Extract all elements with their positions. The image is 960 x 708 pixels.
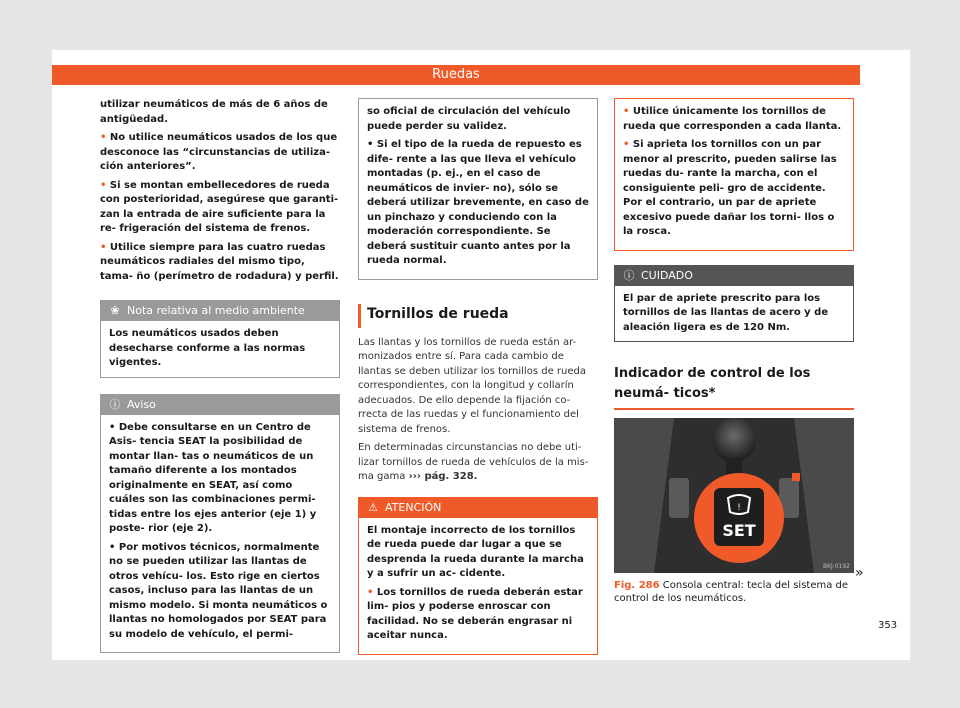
- paragraph: En determinadas circunstancias no debe uti- lizar tornillos de rueda de vehículos de la mis- ma gama ››› pág. 328.: [358, 442, 589, 482]
- atencion-text: El montaje incorrecto de los tornillos de rueda puede dar lugar a que se desprenda la rueda durante la marcha y a sufrir un ac- cidente.: [367, 524, 584, 579]
- list-item: • Utilice únicamente los tornillos de rueda que corresponden a cada llanta.: [623, 106, 842, 132]
- svg-text:!: !: [737, 503, 741, 513]
- exclamation-circle-icon: ⓘ: [623, 268, 635, 282]
- page-reference-link[interactable]: ››› pág. 328.: [408, 471, 478, 482]
- gear-knob: [712, 418, 756, 462]
- atencion-title: ATENCIÓN: [385, 500, 442, 514]
- info-icon: ⓘ: [109, 397, 121, 411]
- section-title: Tornillos de rueda: [358, 304, 598, 328]
- flower-icon: ❀: [110, 304, 120, 317]
- continue-marker: »: [855, 565, 864, 581]
- section-title: Indicador de control de los neumá- ticos*: [614, 364, 854, 410]
- set-label: SET: [722, 521, 756, 540]
- list-item: • Si se montan embellecedores de rueda con posterioridad, asegúrese que garanti- zan la entrada de aire suficiente para la re- frigeración del sistema de frenos.: [100, 179, 339, 234]
- continued-warning: [614, 98, 854, 251]
- paragraph: Las llantas y los tornillos de rueda están ar- monizados entre sí. Para cada cambio de llantas se deben utilizar los tornillos de rueda correspondientes, con la longitud y collarín adecuados. De ello depende la fijación co- rrecta de las ruedas y el funcionamiento del sistema de frenos.: [358, 336, 586, 435]
- environment-note: [100, 300, 340, 378]
- figure-number: Fig. 286: [614, 580, 660, 591]
- caption-text: Consola central: tecla del sistema de control de los neumáticos.: [614, 580, 849, 604]
- list-item: • No utilice neumáticos usados de los que desconoce las “circunstancias de utiliza- ción anteriores”.: [100, 132, 338, 172]
- aviso-note: [100, 394, 340, 654]
- cuidado-note: [614, 265, 854, 343]
- column-3: [614, 98, 854, 605]
- warning-triangle-icon: ⚠: [368, 500, 378, 514]
- figure-code: BKJ-0192: [822, 563, 850, 570]
- list-item: • Los tornillos de rueda deberán estar lim- pios y poderse enroscar con facilidad. No se deberán engrasar ni aceitar nunca.: [367, 586, 583, 641]
- environment-note-title: Nota relativa al medio ambiente: [127, 304, 305, 317]
- atencion-warning: [358, 497, 598, 655]
- figure-image: [614, 418, 854, 573]
- column-2: [358, 98, 598, 655]
- environment-note-text: Los neumáticos usados deben desecharse conforme a las normas vigentes.: [109, 328, 306, 368]
- cuidado-title: CUIDADO: [641, 268, 693, 282]
- list-item: • Si aprieta los tornillos con un par menor al prescrito, pueden salirse las ruedas du- rante la marcha, con el consiguiente peli- gro de accidente. Por el contrario, un par de apriete excesivo puede dañar los torni- llos o la rosca.: [623, 139, 837, 237]
- cuidado-text: El par de apriete prescrito para los tornillos de las llantas de acero y de aleación ligera es de 120 Nm.: [623, 292, 829, 333]
- page-number: 353: [878, 620, 898, 631]
- continued-text: so oficial de circulación del vehículo puede perder su validez.: [367, 106, 571, 132]
- list-item: • Si el tipo de la rueda de repuesto es dife- rente a las que lleva el vehículo montadas (p. ej., en el caso de neumáticos de invier- no), sólo se deberá utilizar brevemente, en caso de un pinchazo y conduciendo con la moderación correspondiente. Se deberá sustituir cuanto antes por la rueda normal.: [367, 139, 589, 266]
- list-item: • Por motivos técnicos, normalmente no se pueden utilizar las llantas de otros vehícu- los. Esto rige en ciertos casos, incluso para las llantas de un mismo modelo. Si monta neumáticos o llantas no homologados por SEAT para su modelo de vehículo, el permi-: [109, 541, 328, 640]
- page-header: Ruedas: [52, 65, 860, 85]
- figure-caption: [614, 579, 854, 605]
- continued-warning: [358, 98, 598, 280]
- console-switch: [669, 478, 689, 518]
- aviso-title: Aviso: [127, 397, 156, 411]
- list-item: • Debe consultarse en un Centro de Asis- tencia SEAT la posibilidad de montar llan- tas o neumáticos de un tamaño diferente a los montados originalmente en SEAT, así como cuáles son las combinaciones permi- tidas entre los ejes anterior (eje 1) y poste- rior (eje 2).: [109, 421, 317, 534]
- list-item: • Utilice siempre para las cuatro ruedas neumáticos radiales del mismo tipo, tama- ño (perímetro de rodadura) y perfil.: [100, 241, 339, 282]
- console-illustration: [614, 418, 854, 573]
- intro-text: utilizar neumáticos de más de 6 años de antigüedad.: [100, 99, 328, 125]
- column-1: [100, 98, 340, 653]
